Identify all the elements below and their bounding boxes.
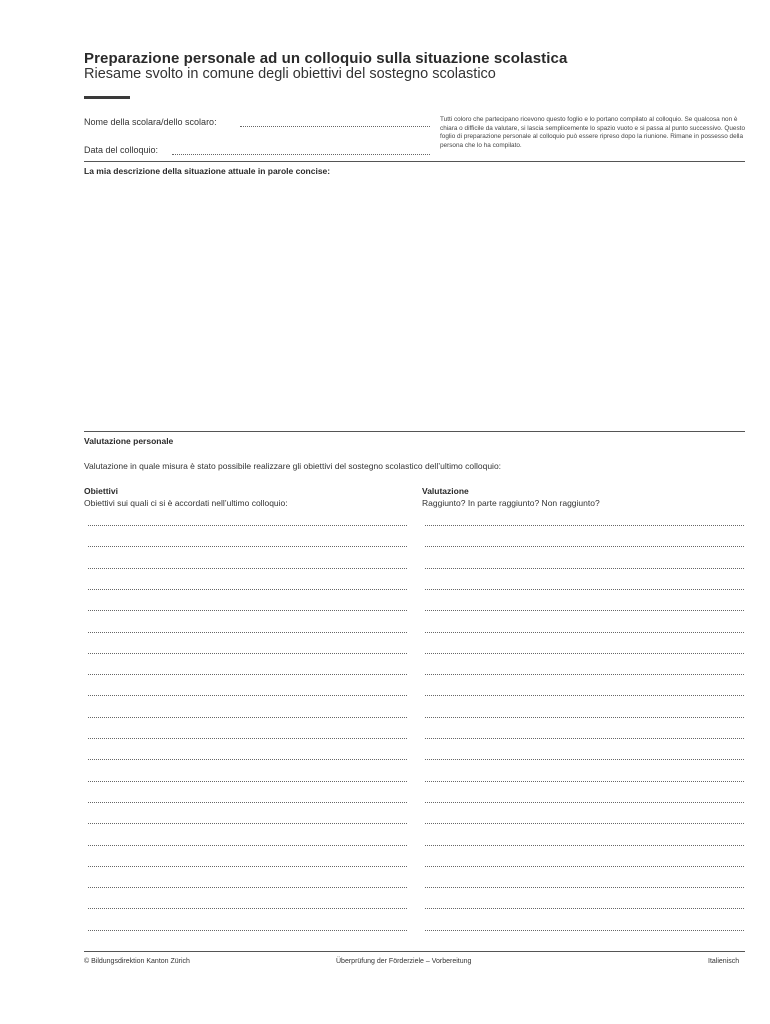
rating-line[interactable] — [425, 632, 744, 633]
goal-line[interactable] — [88, 781, 407, 782]
rating-line[interactable] — [425, 738, 744, 739]
goal-line[interactable] — [88, 546, 407, 547]
goal-line[interactable] — [88, 653, 407, 654]
instructions-text: Tutti coloro che partecipano ricevono questo foglio e lo portano compilato al colloquio. Se qualcosa non è chiara o difficile da valutare, si lascia semplicemente lo spazio vuoto e si passa al punto successivo. Questo foglio di preparazione personale al colloquio può essere ripreso dopo la riunione. Rimane in possesso della persona che lo ha compilato. — [440, 116, 746, 149]
goal-line[interactable] — [88, 802, 407, 803]
name-field-label: Nome della scolara/dello scolaro: — [84, 117, 217, 127]
rating-subheading: Raggiunto? In parte raggiunto? Non raggiunto? — [422, 498, 600, 508]
rating-line[interactable] — [425, 866, 744, 867]
goal-line[interactable] — [88, 695, 407, 696]
rating-heading: Valutazione — [422, 486, 469, 496]
rating-line[interactable] — [425, 653, 744, 654]
footer-divider — [84, 951, 745, 952]
goal-line[interactable] — [88, 930, 407, 931]
rating-line[interactable] — [425, 802, 744, 803]
description-area[interactable] — [84, 180, 745, 428]
rating-line[interactable] — [425, 887, 744, 888]
page-title: Preparazione personale ad un colloquio sulla situazione scolastica — [84, 50, 568, 67]
evaluation-divider — [84, 431, 745, 432]
rating-line[interactable] — [425, 525, 744, 526]
rating-line[interactable] — [425, 695, 744, 696]
description-heading: La mia descrizione della situazione attuale in parole concise: — [84, 166, 331, 176]
title-accent-rule — [84, 96, 130, 99]
rating-line[interactable] — [425, 717, 744, 718]
goal-line[interactable] — [88, 887, 407, 888]
rating-line[interactable] — [425, 589, 744, 590]
goal-line[interactable] — [88, 589, 407, 590]
goal-line[interactable] — [88, 759, 407, 760]
goal-line[interactable] — [88, 610, 407, 611]
rating-line[interactable] — [425, 930, 744, 931]
goal-line[interactable] — [88, 845, 407, 846]
goal-line[interactable] — [88, 568, 407, 569]
evaluation-heading: Valutazione personale — [84, 436, 174, 446]
rating-line[interactable] — [425, 610, 744, 611]
date-field-label: Data del colloquio: — [84, 145, 159, 155]
footer-right: Italienisch — [708, 958, 740, 965]
goal-line[interactable] — [88, 674, 407, 675]
footer-left: © Bildungsdirektion Kanton Zürich — [84, 958, 190, 965]
goal-line[interactable] — [88, 738, 407, 739]
rating-line[interactable] — [425, 546, 744, 547]
rating-line[interactable] — [425, 845, 744, 846]
rating-line[interactable] — [425, 823, 744, 824]
goal-line[interactable] — [88, 866, 407, 867]
goal-line[interactable] — [88, 717, 407, 718]
goal-line[interactable] — [88, 823, 407, 824]
rating-line[interactable] — [425, 908, 744, 909]
goal-line[interactable] — [88, 908, 407, 909]
rating-line[interactable] — [425, 759, 744, 760]
goals-subheading: Obiettivi sui quali ci si è accordati nell’ultimo colloquio: — [84, 498, 288, 508]
rating-line[interactable] — [425, 781, 744, 782]
rating-line[interactable] — [425, 568, 744, 569]
rating-line[interactable] — [425, 674, 744, 675]
header-divider — [84, 161, 745, 162]
goal-line[interactable] — [88, 632, 407, 633]
footer-center: Überprüfung der Förderziele – Vorbereitung — [336, 958, 472, 965]
goals-heading: Obiettivi — [84, 486, 119, 496]
name-field-line[interactable] — [240, 126, 430, 127]
evaluation-question: Valutazione in quale misura è stato possibile realizzare gli obiettivi del sostegno scolastico dell’ultimo colloquio: — [84, 461, 502, 471]
goal-line[interactable] — [88, 525, 407, 526]
page-subtitle: Riesame svolto in comune degli obiettivi del sostegno scolastico — [84, 66, 496, 82]
date-field-line[interactable] — [172, 154, 430, 155]
